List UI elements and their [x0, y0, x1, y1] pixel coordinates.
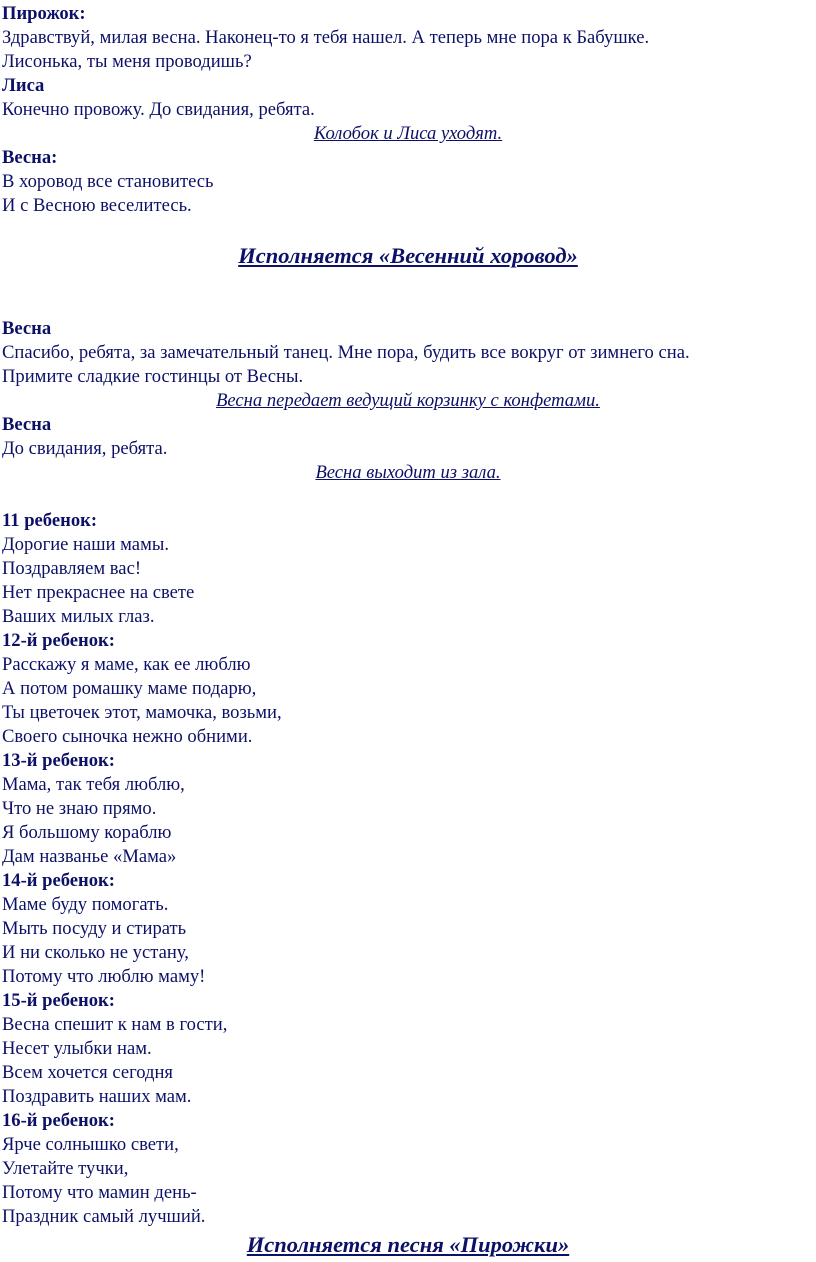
verse-line: Весна спешит к нам в гости, — [2, 1014, 228, 1035]
speaker-label: Весна — [2, 414, 52, 435]
verse-line: Своего сыночка нежно обними. — [2, 726, 253, 747]
stage-direction: Весна передает ведущий корзинку с конфетами. — [216, 390, 600, 411]
verse-line: Мама, так тебя люблю, — [2, 774, 185, 795]
verse-line: И ни сколько не устану, — [2, 942, 189, 963]
dialogue-line: Примите сладкие гостинцы от Весны. — [2, 366, 304, 387]
speaker-label: 11 ребенок: — [2, 510, 98, 531]
verse-line: Что не знаю прямо. — [2, 798, 157, 819]
verse-line: Поздравляем вас! — [2, 558, 142, 579]
speaker-label: 16-й ребенок: — [2, 1110, 115, 1131]
stage-direction: Весна выходит из зала. — [315, 462, 501, 483]
verse-line: Маме буду помогать. — [2, 894, 169, 915]
verse-line: Несет улыбки нам. — [2, 1038, 152, 1059]
verse-line: Ярче солнышко свети, — [2, 1134, 179, 1155]
verse-line: Дам названье «Мама» — [2, 846, 177, 867]
dialogue-line: До свидания, ребята. — [2, 438, 168, 459]
dialogue-line: Здравствуй, милая весна. Наконец-то я тебя нашел. А теперь мне пора к Бабушке. — [2, 27, 650, 48]
stage-direction: Колобок и Лиса уходят. — [313, 123, 503, 144]
speaker-label: Лиса — [2, 75, 45, 96]
speaker-label: Пирожок: — [2, 3, 86, 24]
dialogue-line: И с Весною веселитесь. — [2, 195, 192, 216]
verse-line: Ты цветочек этот, мамочка, возьми, — [2, 702, 282, 723]
verse-line: А потом ромашку маме подарю, — [2, 678, 257, 699]
verse-line: Мыть посуду и стирать — [2, 918, 187, 939]
verse-line: Потому что мамин день- — [2, 1182, 197, 1203]
verse-line: Ваших милых глаз. — [2, 606, 155, 627]
verse-line: Нет прекраснее на свете — [2, 582, 195, 603]
speaker-label: 15-й ребенок: — [2, 990, 115, 1011]
dialogue-line: Лисонька, ты меня проводишь? — [2, 51, 252, 72]
verse-line: Праздник самый лучший. — [2, 1206, 206, 1227]
section-heading: Исполняется песня «Пирожки» — [246, 1232, 570, 1257]
dialogue-line: В хоровод все становитесь — [2, 171, 214, 192]
speaker-label: 14-й ребенок: — [2, 870, 115, 891]
verse-line: Поздравить наших мам. — [2, 1086, 192, 1107]
speaker-label: 13-й ребенок: — [2, 750, 115, 771]
section-heading: Исполняется «Весенний хоровод» — [238, 243, 578, 268]
verse-line: Всем хочется сегодня — [2, 1062, 173, 1083]
verse-line: Я большому кораблю — [2, 822, 172, 843]
speaker-label: 12-й ребенок: — [2, 630, 115, 651]
dialogue-line: Спасибо, ребята, за замечательный танец. Мне пора, будить все вокруг от зимнего сна. — [2, 342, 690, 363]
verse-line: Улетайте тучки, — [2, 1158, 129, 1179]
verse-line: Потому что люблю маму! — [2, 966, 206, 987]
speaker-label: Весна: — [2, 147, 58, 168]
dialogue-line: Конечно провожу. До свидания, ребята. — [2, 99, 315, 120]
verse-line: Расскажу я маме, как ее люблю — [2, 654, 251, 675]
verse-line: Дорогие наши мамы. — [2, 534, 169, 555]
speaker-label: Весна — [2, 318, 52, 339]
